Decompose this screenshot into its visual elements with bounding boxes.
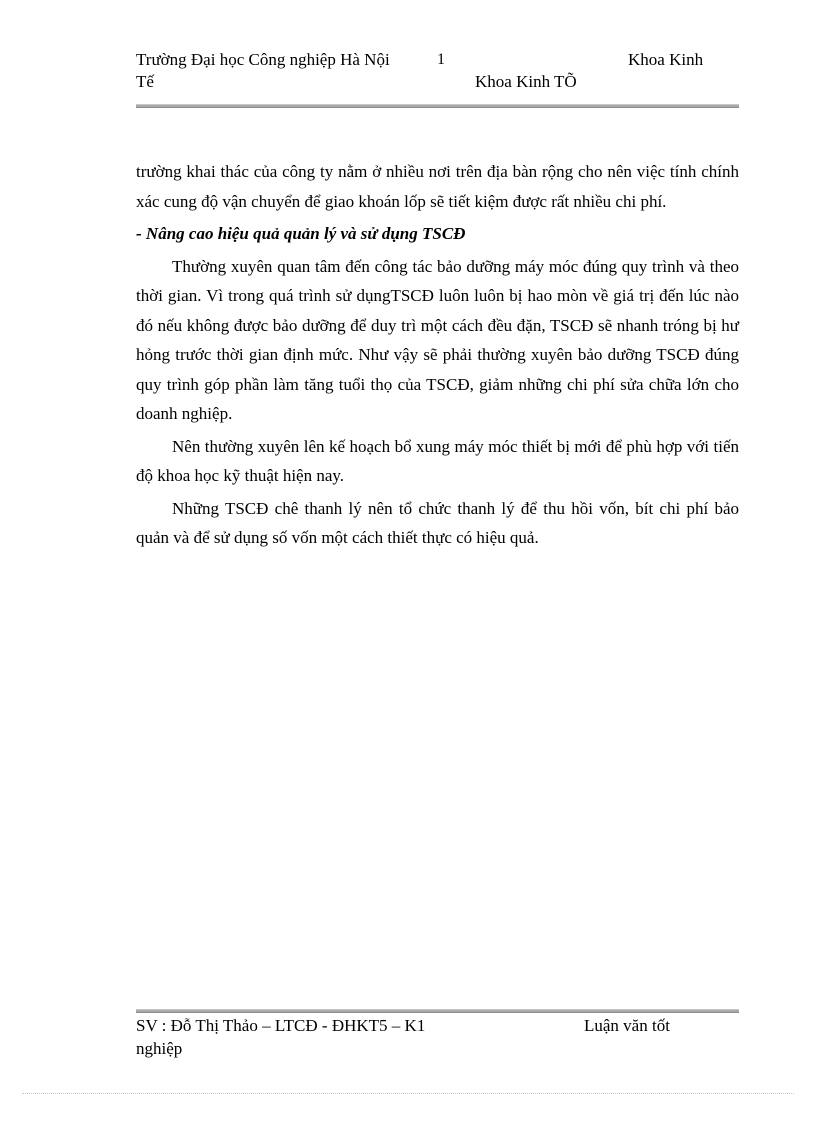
paragraph: Những TSCĐ chê thanh lý nên tổ chức thanh lý để thu hồi vốn, bít chi phí bảo quản và để sử dụng số vốn một cách thiết thực có hiệu quả. [136,498,739,547]
page-bottom-edge [22,1093,794,1094]
header-divider [136,104,739,108]
header-faculty-right: Khoa Kinh [628,50,704,69]
footer-divider [136,1009,739,1013]
footer-thesis-label-cont: nghiệp [136,1039,183,1058]
header-school-name: Trường Đại học Công nghiệp Hà Nội [136,50,390,69]
footer-thesis-label: Luận văn tốt [584,1016,670,1035]
footer-student-info: SV : Đỗ Thị Thảo – LTCĐ - ĐHKT5 – K1 [136,1016,426,1035]
header-page-number: 1 [437,51,445,68]
header-school-name-cont: Tế [136,72,154,91]
paragraph: trường khai thác của công ty nằm ở nhiều nơi trên địa bàn rộng cho nên việc tính chính xác cung độ vận chuyển để giao khoán lốp sẽ tiết kiệm được rất nhiều chi phí. [136,162,739,211]
paragraph: Thường xuyên quan tâm đến công tác bảo dưỡng máy móc đúng quy trình và theo thời gian. Vì trong quá trình sử dụngTSCĐ luôn luôn bị hao mòn về giá trị đến lúc nào đó nếu không được bảo dưỡng để duy trì một cách đều đặn, TSCĐ sẽ nhanh tróng bị hư hỏng trước thời gian định mức. Như vậy sẽ phải thường xuyên bảo dưỡng TSCĐ đúng quy trình góp phần làm tăng tuổi thọ của TSCĐ, giảm những chi phí sửa chữa lớn cho doanh nghiệp. [136,256,739,423]
section-heading: - Nâng cao hiệu quả quản lý và sử dụng TSCĐ [136,224,466,243]
document-body [136,157,739,553]
paragraph: Nên thường xuyên lên kế hoạch bổ xung máy móc thiết bị mới để phù hợp với tiến độ khoa học kỹ thuật hiện nay. [136,436,739,485]
header-faculty-center: Khoa Kinh TÕ [475,72,577,91]
